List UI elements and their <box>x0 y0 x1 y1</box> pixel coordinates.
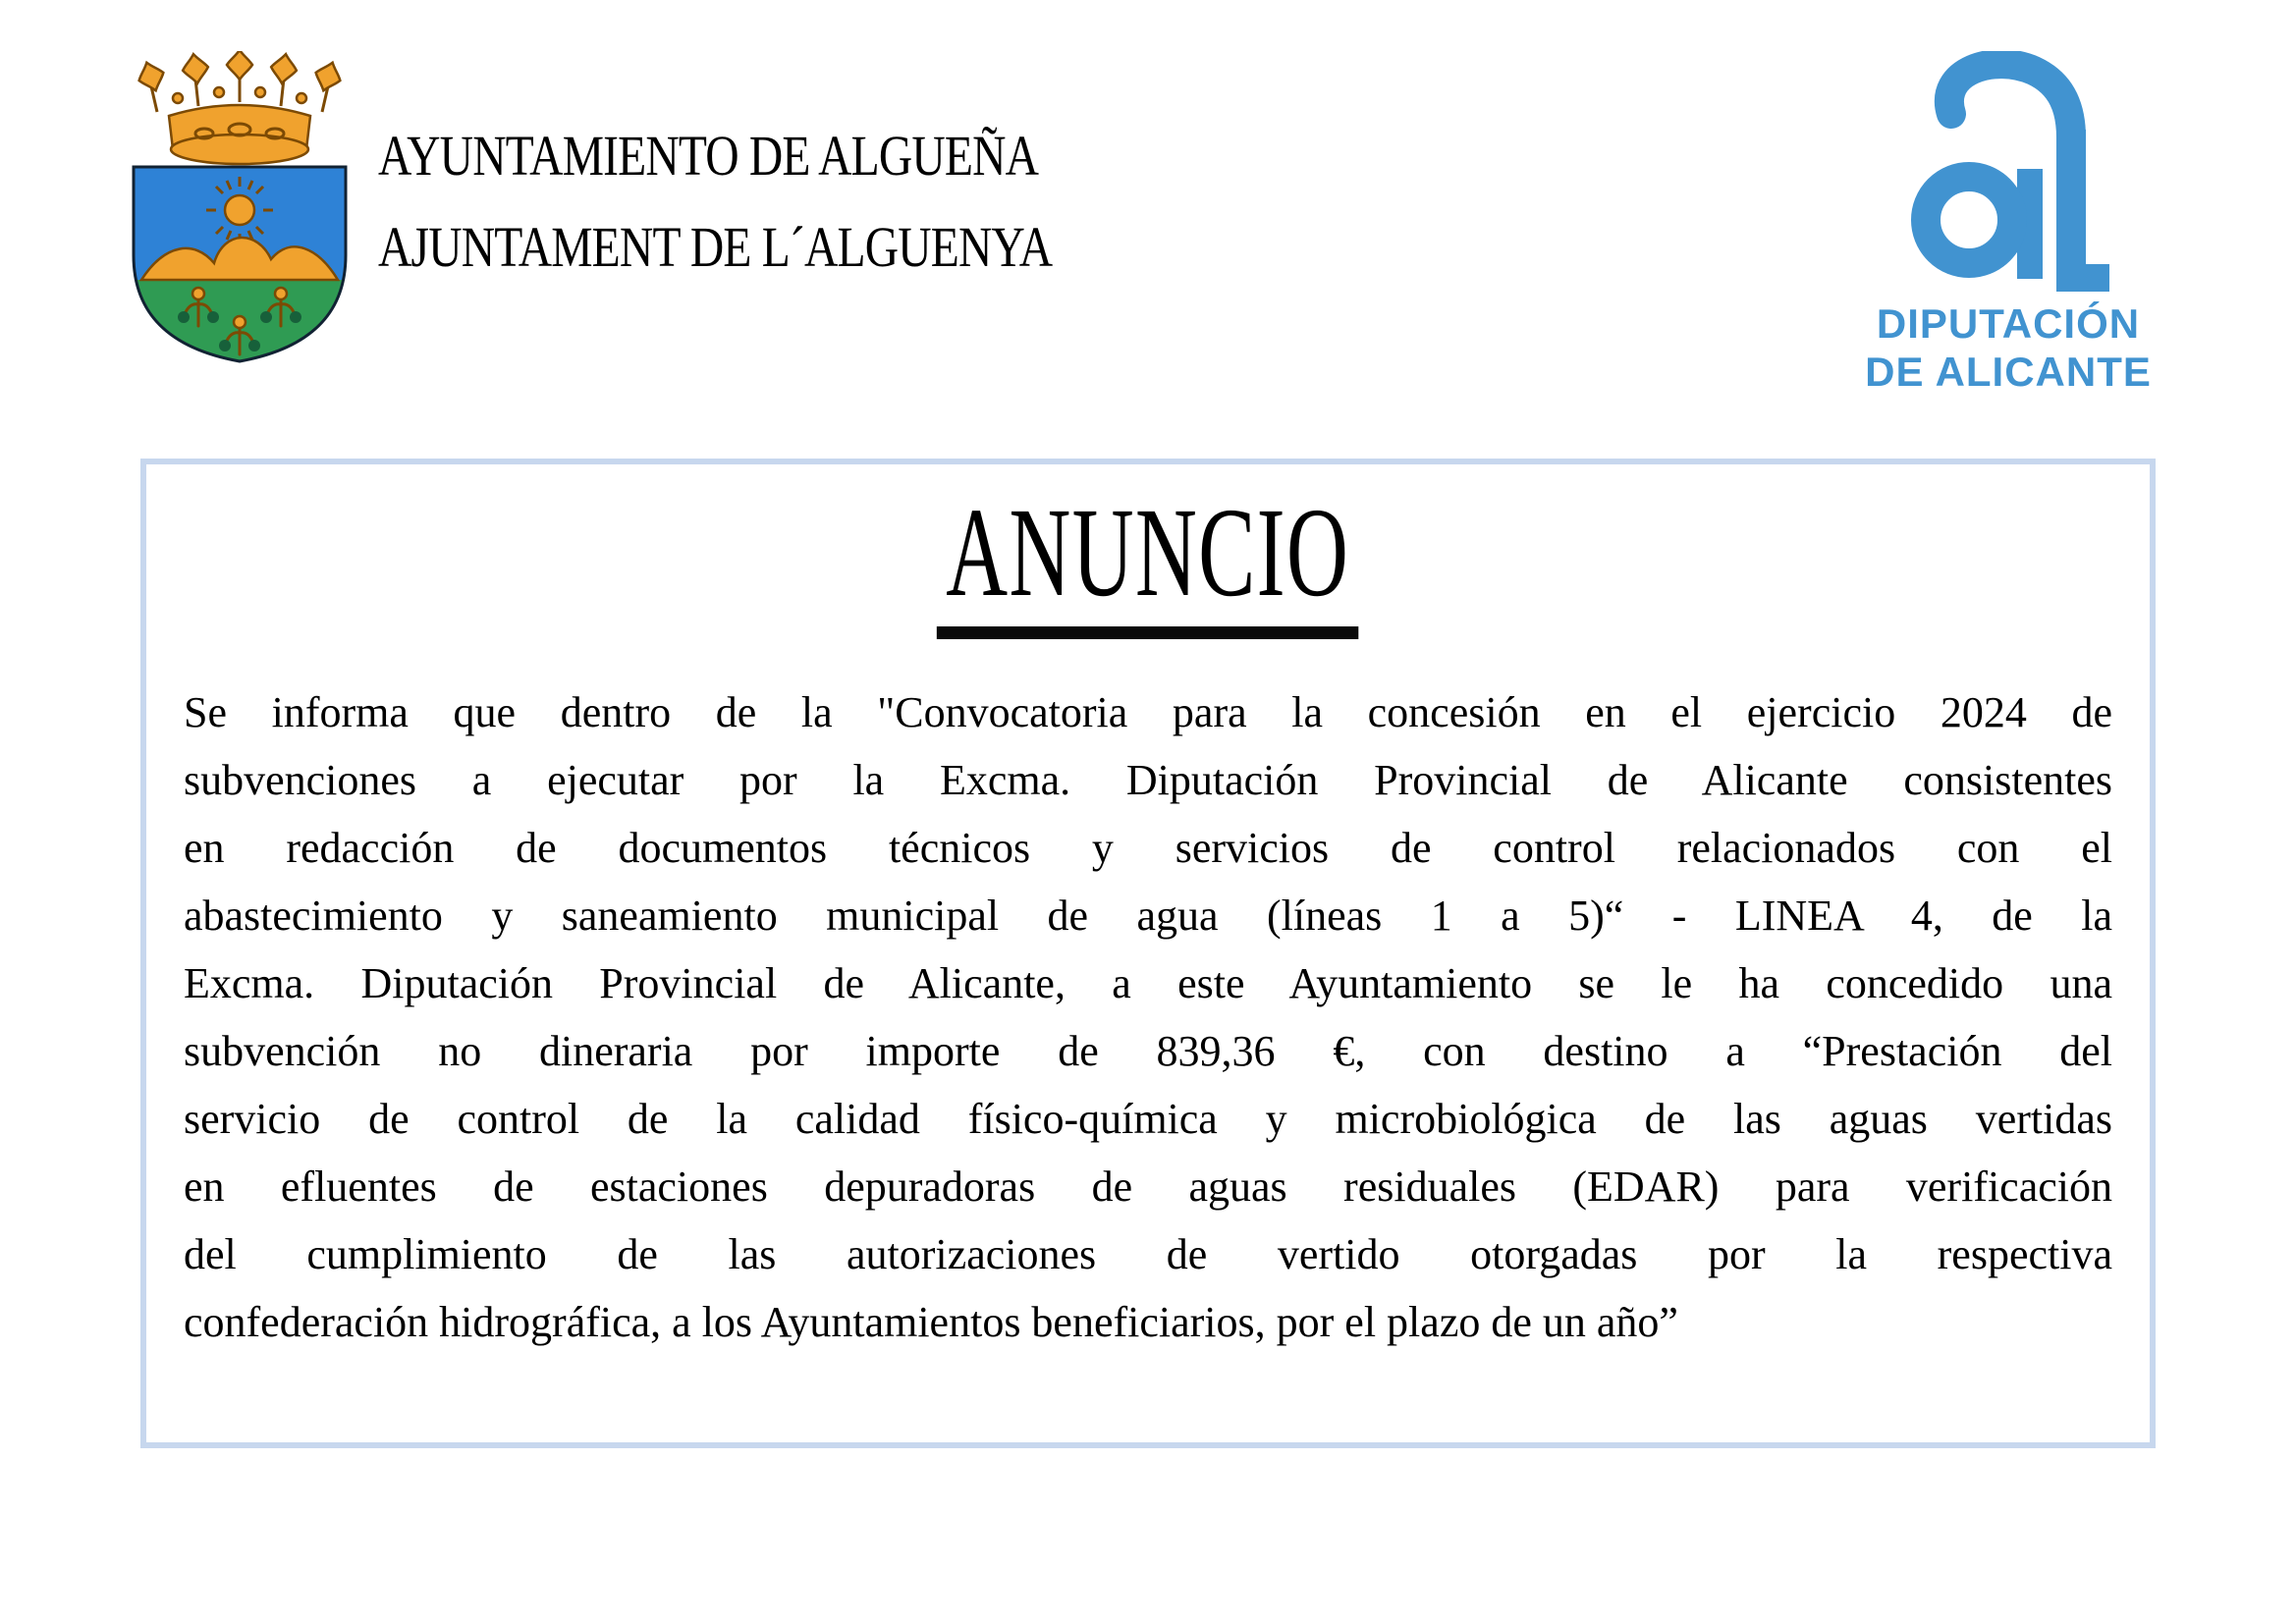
announcement-title-text: ANUNCIO <box>937 488 1359 639</box>
diputacion-name-line2: DE ALICANTE <box>1865 349 2152 395</box>
announcement-title <box>146 482 2150 639</box>
diputacion-name <box>1846 299 2170 396</box>
diputacion-name-line1: DIPUTACIÓN <box>1876 300 2141 347</box>
announcement-body <box>184 678 2112 1356</box>
alguena-coat-of-arms-icon <box>116 51 363 363</box>
announcement-text-line: en efluentes de estaciones depuradoras de aguas residuales (EDAR) para verificación <box>184 1162 2112 1211</box>
announcement-text-line: Excma. Diputación Provincial de Alicante, a este Ayuntamiento se le ha concedido una <box>184 958 2112 1007</box>
announcement-text-line: Se informa que dentro de la "Convocatoria para la concesión en el ejercicio 2024 de <box>184 687 2112 736</box>
announcement-text-line: confederación hidrográfica, a los Ayuntamientos beneficiarios, por el plazo de un año” <box>184 1297 1678 1346</box>
announcement-text-line: en redacción de documentos técnicos y servicios de control relacionados con el <box>184 823 2112 872</box>
announcement-text-line: subvención no dineraria por importe de 839,36 €, con destino a “Prestación del <box>184 1026 2112 1075</box>
municipality-name-es: AYUNTAMIENTO DE ALGUEÑA <box>378 124 1039 188</box>
announcement-text-line: subvenciones a ejecutar por la Excma. Diputación Provincial de Alicante consistentes <box>184 755 2112 804</box>
municipality-name-va: AJUNTAMENT DE L´ALGUENYA <box>378 215 1053 279</box>
announcement-text-line: servicio de control de la calidad físico-química y microbiológica de las aguas vertidas <box>184 1094 2112 1143</box>
diputacion-block <box>1846 51 2170 396</box>
municipality-names <box>378 110 1052 293</box>
diputacion-alicante-logo-icon <box>1908 51 2109 292</box>
announcement-box <box>140 459 2156 1448</box>
announcement-text-line: del cumplimiento de las autorizaciones de vertido otorgadas por la respectiva <box>184 1229 2112 1278</box>
announcement-text-line: abastecimiento y saneamiento municipal de agua (líneas 1 a 5)“ - LINEA 4, de la <box>184 891 2112 940</box>
